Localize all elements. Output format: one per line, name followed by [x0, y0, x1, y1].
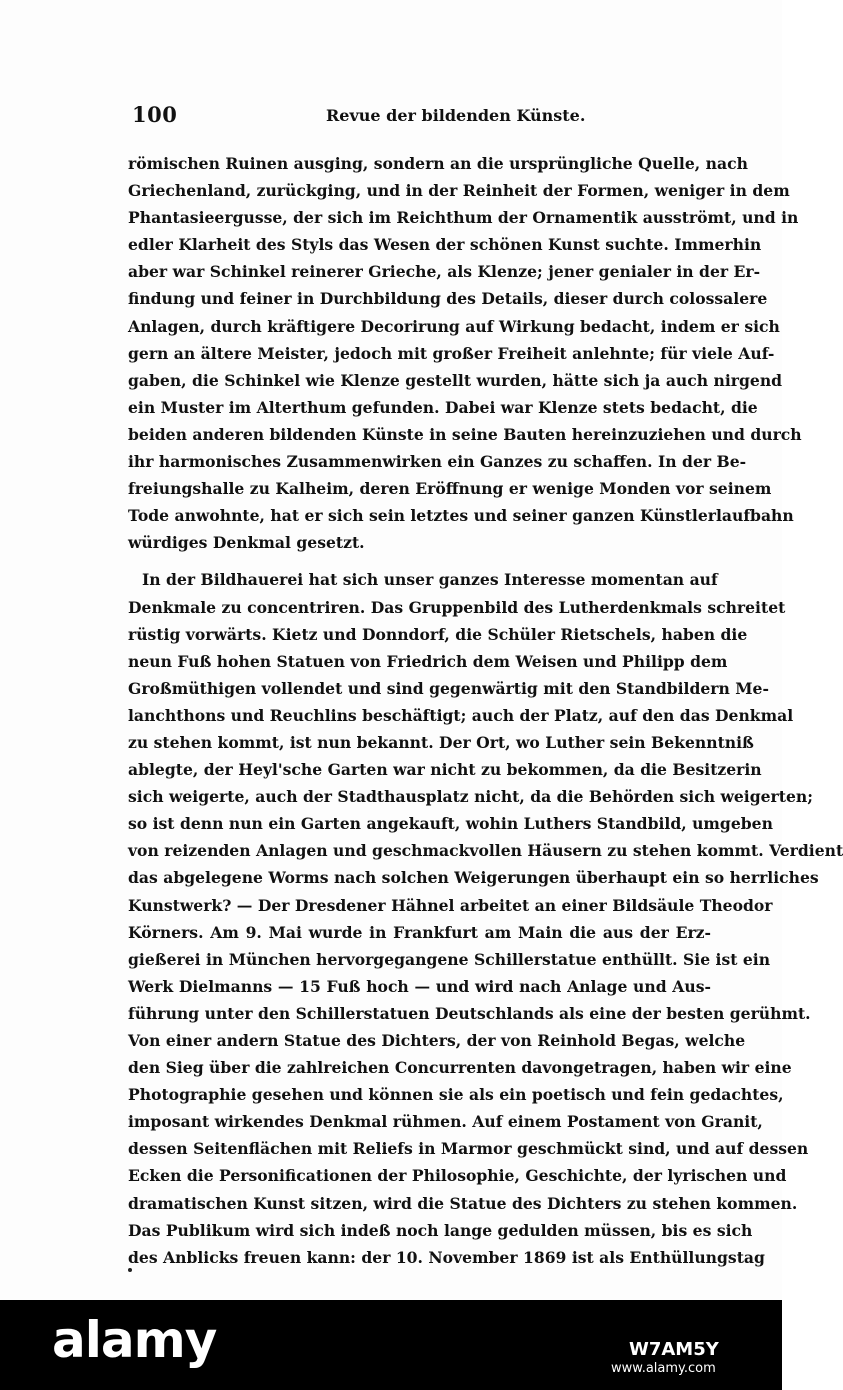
text-line: Ecken die Personificationen der Philosophie, Geschichte, der lyrischen und: [128, 1166, 787, 1186]
text-line: von reizenden Anlagen und geschmackvollen Häusern zu stehen kommt. Verdient: [128, 841, 843, 861]
text-line: Körners. Am 9. Mai wurde in Frankfurt am Main die aus der Erz-: [128, 922, 711, 942]
text-line: Von einer andern Statue des Dichters, der von Reinhold Begas, welche: [128, 1031, 746, 1050]
text-line: Griechenland, zurückging, und in der Reinheit der Formen, weniger in dem: [128, 181, 790, 201]
body-text: [128, 150, 843, 1271]
text-line: freiungshalle zu Kalheim, deren Eröffnung er wenige Monden vor seinem: [128, 479, 772, 499]
text-line: Kunstwerk? — Der Dresdener Hähnel arbeitet an einer Bildsäule Theodor: [128, 895, 773, 915]
text-line: Denkmale zu concentriren. Das Gruppenbild des Lutherdenkmals schreitet: [128, 597, 786, 617]
text-line: ihr harmonisches Zusammenwirken ein Ganzes zu schaffen. In der Be-: [128, 452, 747, 472]
text-line: lanchthons und Reuchlins beschäftigt; auch der Platz, auf den das Denkmal: [128, 705, 794, 725]
text-line: gern an ältere Meister, jedoch mit großer Freiheit anlehnte; für viele Auf-: [128, 343, 775, 363]
text-line: Phantasieergusse, der sich im Reichthum der Ornamentik ausströmt, und in: [128, 208, 799, 228]
image-id: W7AM5Y: [629, 1339, 719, 1360]
text-line: den Sieg über die zahlreichen Concurrenten davongetragen, haben wir eine: [128, 1058, 792, 1078]
text-line: ablegte, der Heyl'sche Garten war nicht zu bekommen, da die Besitzerin: [128, 760, 762, 780]
text-line: römischen Ruinen ausging, sondern an die ursprüngliche Quelle, nach: [128, 154, 748, 173]
text-line: das abgelegene Worms nach solchen Weigerungen überhaupt ein so herrliches: [128, 868, 819, 888]
site-url: www.alamy.com: [611, 1361, 716, 1376]
text-line: In der Bildhauerei hat sich unser ganzes Interesse momentan auf: [142, 570, 718, 590]
text-line: Das Publikum wird sich indeß noch lange gedulden müssen, bis es sich: [128, 1220, 753, 1240]
text-line: findung und feiner in Durchbildung des Details, dieser durch colossalere: [128, 289, 768, 309]
text-line: gießerei in München hervorgegangene Schillerstatue enthüllt. Sie ist ein: [128, 949, 771, 969]
text-line: so ist denn nun ein Garten angekauft, wohin Luthers Standbild, umgeben: [128, 814, 773, 834]
text-line: beiden anderen bildenden Künste in seine Bauten hereinzuziehen und durch: [128, 424, 802, 444]
text-line: aber war Schinkel reinerer Grieche, als Klenze; jener genialer in der Er-: [128, 262, 761, 282]
text-line: ein Muster im Alterthum gefunden. Dabei war Klenze stets bedacht, die: [128, 397, 758, 417]
running-head: Revue der bildenden Künste.: [326, 106, 586, 125]
text-line: rüstig vorwärts. Kietz und Donndorf, die Schüler Rietschels, haben die: [128, 624, 748, 644]
text-line: neun Fuß hohen Statuen von Friedrich dem Weisen und Philipp dem: [128, 651, 728, 671]
dust-speck: [128, 1268, 132, 1272]
text-line: Großmüthigen vollendet und sind gegenwärtig mit den Standbildern Me-: [128, 678, 769, 698]
text-line: Tode anwohnte, hat er sich sein letztes und seiner ganzen Künstlerlaufbahn: [128, 506, 794, 526]
text-line: Photographie gesehen und können sie als ein poetisch und fein gedachtes,: [128, 1085, 784, 1105]
text-line: zu stehen kommt, ist nun bekannt. Der Ort, wo Luther sein Bekenntniß: [128, 732, 754, 752]
text-line: würdiges Denkmal gesetzt.: [128, 533, 365, 553]
text-line: führung unter den Schillerstatuen Deutschlands als eine der besten gerühmt.: [128, 1003, 811, 1023]
brand-logo: alamy: [52, 1311, 217, 1369]
text-line: dessen Seitenflächen mit Reliefs in Marmor geschmückt sind, und auf dessen: [128, 1139, 809, 1159]
text-line: des Anblicks freuen kann: der 10. November 1869 ist als Enthüllungstag: [128, 1247, 765, 1267]
page-number: 100: [132, 102, 178, 127]
text-line: Werk Dielmanns — 15 Fuß hoch — und wird nach Anlage und Aus-: [128, 976, 711, 996]
text-line: dramatischen Kunst sitzen, wird die Statue des Dichters zu stehen kommen.: [128, 1193, 798, 1213]
text-line: edler Klarheit des Styls das Wesen der schönen Kunst suchte. Immerhin: [128, 235, 762, 255]
text-line: sich weigerte, auch der Stadthausplatz nicht, da die Behörden sich weigerten;: [128, 787, 813, 807]
text-line: imposant wirkendes Denkmal rühmen. Auf einem Postament von Granit,: [128, 1112, 763, 1132]
text-line: gaben, die Schinkel wie Klenze gestellt wurden, hätte sich ja auch nirgend: [128, 370, 783, 390]
text-line: Anlagen, durch kräftigere Decorirung auf Wirkung bedacht, indem er sich: [128, 316, 780, 336]
